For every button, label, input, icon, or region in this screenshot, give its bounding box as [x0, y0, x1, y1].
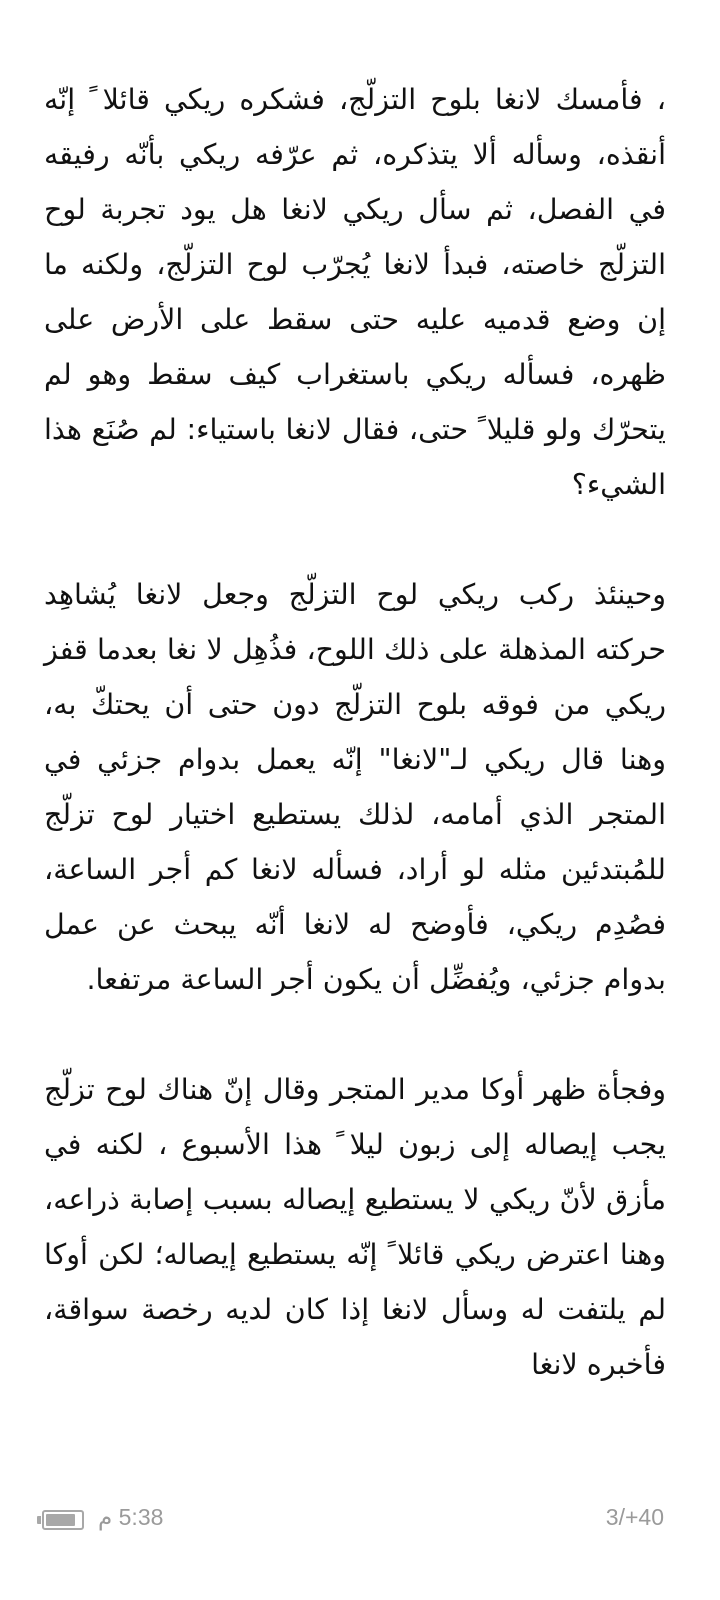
paragraph-3: وفجأة ظهر أوكا مدير المتجر وقال إنّ هناك لوح تزلّج يجب إيصاله إلى زبون ليلا ً هذا الأسبوع ، لكنه في مأزق لأنّ ريكي لا يستطيع إيصاله بسبب إصابة ذراعه، وهنا اعترض ريكي قائلا ً إنّه يستطيع إيصاله؛ لكن أوكا لم يلتفت له وسأل لانغا إذا كان لديه رخصة سواقة، فأخبره لانغا	[44, 1073, 666, 1381]
paragraph-1: ، فأمسك لانغا بلوح التزلّج، فشكره ريكي قائلا ً إنّه أنقذه، وسأله ألا يتذكره، ثم عرّفه ريكي بأنّه رفيقه في الفصل، ثم سأل ريكي لانغا هل يود تجربة لوح التزلّج خاصته، فبدأ لانغا يُجرّب لوح التزلّج، ولكنه ما إن وضع قدميه عليه حتى سقط على الأرض على ظهره، فسأله ريكي باستغراب كيف سقط وهو لم يتحرّك ولو قليلا ً حتى، فقال لانغا باستياء: لم صُنَع هذا الشيء؟	[44, 83, 666, 501]
reader-text-area[interactable]	[44, 72, 666, 1447]
status-time: 5:38 م	[98, 1504, 164, 1530]
paragraph-2: وحينئذ ركب ريكي لوح التزلّج وجعل لانغا يُشاهِد حركته المذهلة على ذلك اللوح، فذُهِل لا نغا بعدما قفز ريكي من فوقه بلوح التزلّج دون حتى أن يحتكّ به، وهنا قال ريكي لـ"لانغا" إنّه يعمل بدوام جزئي في المتجر الذي أمامه، لذلك يستطيع اختيار لوح تزلّج للمُبتدئين مثله لو أراد، فسأله لانغا كم أجر الساعة، فصُدِم ريكي، فأوضح له لانغا أنّه يبحث عن عمل بدوام جزئي، ويُفضِّل أن يكون أجر الساعة مرتفعا.	[44, 578, 666, 996]
battery-level-fill	[46, 1514, 75, 1526]
page-indicator: 3/+40	[605, 1504, 664, 1530]
battery-icon	[42, 1510, 84, 1530]
reader-status-bar	[0, 1500, 720, 1544]
